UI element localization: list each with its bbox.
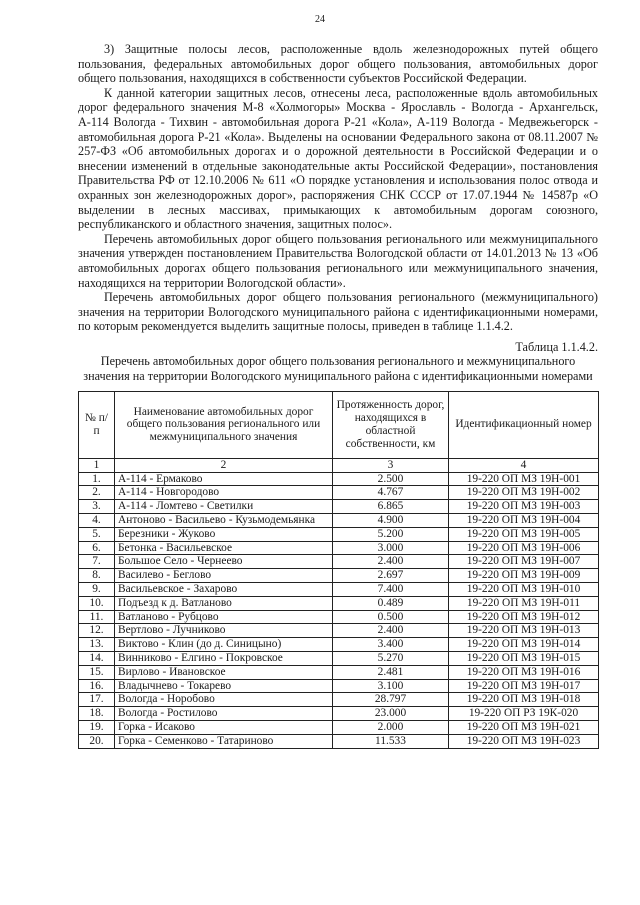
road-name: Березники - Жуково xyxy=(115,527,333,541)
paragraph-table-reference: Перечень автомобильных дорог общего пользования регионального (межмуниципального) значения на территории Вологодского муниципального района с идентификационными номерами, по которым рекомендуется выделить защитные полосы, приведен в таблице 1.1.4.2. xyxy=(78,290,598,334)
table-row xyxy=(79,500,599,514)
road-id-number: 19-220 ОП МЗ 19Н-018 xyxy=(449,693,599,707)
road-length: 5.200 xyxy=(333,527,449,541)
row-number: 13. xyxy=(79,638,115,652)
road-name: Васильевское - Захарово xyxy=(115,583,333,597)
row-number: 19. xyxy=(79,721,115,735)
road-id-number: 19-220 ОП МЗ 19Н-009 xyxy=(449,569,599,583)
road-id-number: 19-220 ОП МЗ 19Н-006 xyxy=(449,541,599,555)
road-length: 3.400 xyxy=(333,638,449,652)
road-length: 4.900 xyxy=(333,514,449,528)
road-length: 4.767 xyxy=(333,486,449,500)
road-id-number: 19-220 ОП МЗ 19Н-001 xyxy=(449,472,599,486)
table-row xyxy=(79,541,599,555)
road-name: Вологда - Ростилово xyxy=(115,707,333,721)
table-row xyxy=(79,514,599,528)
road-name: А-114 - Ермаково xyxy=(115,472,333,486)
table-row xyxy=(79,652,599,666)
row-number: 7. xyxy=(79,555,115,569)
road-name: А-114 - Новгородово xyxy=(115,486,333,500)
table-row xyxy=(79,555,599,569)
table-row xyxy=(79,638,599,652)
road-length: 3.000 xyxy=(333,541,449,555)
table-row xyxy=(79,486,599,500)
road-name: Винниково - Елгино - Покровское xyxy=(115,652,333,666)
road-id-number: 19-220 ОП МЗ 19Н-002 xyxy=(449,486,599,500)
row-number: 5. xyxy=(79,527,115,541)
road-name: Ватланово - Рубцово xyxy=(115,610,333,624)
road-id-number: 19-220 ОП МЗ 19Н-007 xyxy=(449,555,599,569)
column-number: 1 xyxy=(79,458,115,472)
road-length: 3.100 xyxy=(333,679,449,693)
column-number: 3 xyxy=(333,458,449,472)
road-length: 2.697 xyxy=(333,569,449,583)
table-row xyxy=(79,734,599,748)
road-name: Антоново - Васильево - Кузьмодемьянка xyxy=(115,514,333,528)
road-id-number: 19-220 ОП МЗ 19Н-016 xyxy=(449,665,599,679)
table-row xyxy=(79,721,599,735)
road-name: А-114 - Ломтево - Светилки xyxy=(115,500,333,514)
road-id-number: 19-220 ОП МЗ 19Н-011 xyxy=(449,596,599,610)
road-name: Вертлово - Лучниково xyxy=(115,624,333,638)
road-name: Горка - Исаково xyxy=(115,721,333,735)
header-id-number: Идентификационный номер xyxy=(449,391,599,458)
road-name: Василево - Беглово xyxy=(115,569,333,583)
road-length: 2.500 xyxy=(333,472,449,486)
road-id-number: 19-220 ОП МЗ 19Н-012 xyxy=(449,610,599,624)
row-number: 12. xyxy=(79,624,115,638)
row-number: 3. xyxy=(79,500,115,514)
row-number: 18. xyxy=(79,707,115,721)
row-number: 11. xyxy=(79,610,115,624)
column-numbers-row xyxy=(79,458,599,472)
column-number: 2 xyxy=(115,458,333,472)
table-row xyxy=(79,610,599,624)
table-row xyxy=(79,596,599,610)
road-length: 2.481 xyxy=(333,665,449,679)
table-row xyxy=(79,679,599,693)
roads-table xyxy=(78,391,599,749)
column-number: 4 xyxy=(449,458,599,472)
road-length: 0.500 xyxy=(333,610,449,624)
table-header-row xyxy=(79,391,599,458)
row-number: 9. xyxy=(79,583,115,597)
row-number: 8. xyxy=(79,569,115,583)
road-id-number: 19-220 ОП МЗ 19Н-004 xyxy=(449,514,599,528)
table-row xyxy=(79,624,599,638)
table-row xyxy=(79,707,599,721)
road-id-number: 19-220 ОП МЗ 19Н-013 xyxy=(449,624,599,638)
road-name: Бетонка - Васильевское xyxy=(115,541,333,555)
table-number: Таблица 1.1.4.2. xyxy=(515,339,598,354)
row-number: 16. xyxy=(79,679,115,693)
road-name: Горка - Семенково - Татариново xyxy=(115,734,333,748)
road-id-number: 19-220 ОП РЗ 19К-020 xyxy=(449,707,599,721)
road-length: 11.533 xyxy=(333,734,449,748)
road-id-number: 19-220 ОП МЗ 19Н-017 xyxy=(449,679,599,693)
road-length: 6.865 xyxy=(333,500,449,514)
row-number: 4. xyxy=(79,514,115,528)
row-number: 15. xyxy=(79,665,115,679)
row-number: 10. xyxy=(79,596,115,610)
header-number: № п/п xyxy=(79,391,115,458)
road-id-number: 19-220 ОП МЗ 19Н-010 xyxy=(449,583,599,597)
table-row xyxy=(79,527,599,541)
road-length: 2.400 xyxy=(333,555,449,569)
row-number: 2. xyxy=(79,486,115,500)
road-length: 2.000 xyxy=(333,721,449,735)
road-length: 2.400 xyxy=(333,624,449,638)
road-id-number: 19-220 ОП МЗ 19Н-003 xyxy=(449,500,599,514)
paragraph-federal-roads: К данной категории защитных лесов, отнесены леса, расположенные вдоль автомобильных дорог федерального значения М-8 «Холмогоры» Москва - Ярославль - Вологда - Архангельск, А-114 Вологда - Тихвин - автомобильная дорога Р-21 «Кола», А-119 Вологда - Медвежьегорск - автомобильная дорога Р-21 «Кола». Выделены на основании Федерального закона от 08.11.2007 № 257-ФЗ «Об автомобильных дорогах и о дорожной деятельности в Российской Федерации и о внесении изменений в отдельные законодательные акты Российской Федерации», постановления Правительства РФ от 12.10.2006 № 611 «О порядке установления и использования полос отвода и охранных зон железнодорожных дорог», распоряжения СНК СССР от 17.07.1944 № 14587р «О выделении в лесных массивах, примыкающих к автомобильным дорогам союзного, республиканского и областного значения, защитных полос». xyxy=(78,85,598,232)
table-row xyxy=(79,665,599,679)
row-number: 17. xyxy=(79,693,115,707)
road-name: Подъезд к д. Ватланово xyxy=(115,596,333,610)
header-road-name: Наименование автомобильных дорог общего пользования регионального или межмуниципального значения xyxy=(115,391,333,458)
road-length: 28.797 xyxy=(333,693,449,707)
table-row xyxy=(79,569,599,583)
table-title: Перечень автомобильных дорог общего пользования регионального и межмуниципального значения на территории Вологодского муниципального района с идентификационными номерами xyxy=(83,354,593,383)
road-name: Большое Село - Чернеево xyxy=(115,555,333,569)
table-body xyxy=(79,458,599,748)
page-number: 24 xyxy=(315,14,325,25)
road-id-number: 19-220 ОП МЗ 19Н-023 xyxy=(449,734,599,748)
document-body xyxy=(78,42,598,749)
row-number: 1. xyxy=(79,472,115,486)
road-length: 23.000 xyxy=(333,707,449,721)
road-name: Владычнево - Токарево xyxy=(115,679,333,693)
row-number: 14. xyxy=(79,652,115,666)
road-name: Вирлово - Ивановское xyxy=(115,665,333,679)
road-length: 0.489 xyxy=(333,596,449,610)
header-length: Протяженность дорог, находящихся в областной собственности, км xyxy=(333,391,449,458)
road-id-number: 19-220 ОП МЗ 19Н-014 xyxy=(449,638,599,652)
road-name: Виктово - Клин (до д. Синицыно) xyxy=(115,638,333,652)
row-number: 20. xyxy=(79,734,115,748)
table-row xyxy=(79,583,599,597)
road-name: Вологда - Норобово xyxy=(115,693,333,707)
road-length: 5.270 xyxy=(333,652,449,666)
paragraph-protective-strips: 3) Защитные полосы лесов, расположенные вдоль железнодорожных путей общего пользования, федеральных автомобильных дорог общего пользования, автомобильных дорог общего пользования, находящихся в собственности субъектов Российской Федерации. xyxy=(78,42,598,86)
road-id-number: 19-220 ОП МЗ 19Н-021 xyxy=(449,721,599,735)
row-number: 6. xyxy=(79,541,115,555)
paragraph-regional-roads-list: Перечень автомобильных дорог общего пользования регионального или межмуниципального значения утвержден постановлением Правительства Вологодской области от 14.01.2013 № 13 «Об автомобильных дорогах общего пользования регионального или межмуниципального значения, находящихся на территории Вологодской области». xyxy=(78,231,598,290)
road-length: 7.400 xyxy=(333,583,449,597)
road-id-number: 19-220 ОП МЗ 19Н-005 xyxy=(449,527,599,541)
road-id-number: 19-220 ОП МЗ 19Н-015 xyxy=(449,652,599,666)
table-row xyxy=(79,693,599,707)
table-row xyxy=(79,472,599,486)
